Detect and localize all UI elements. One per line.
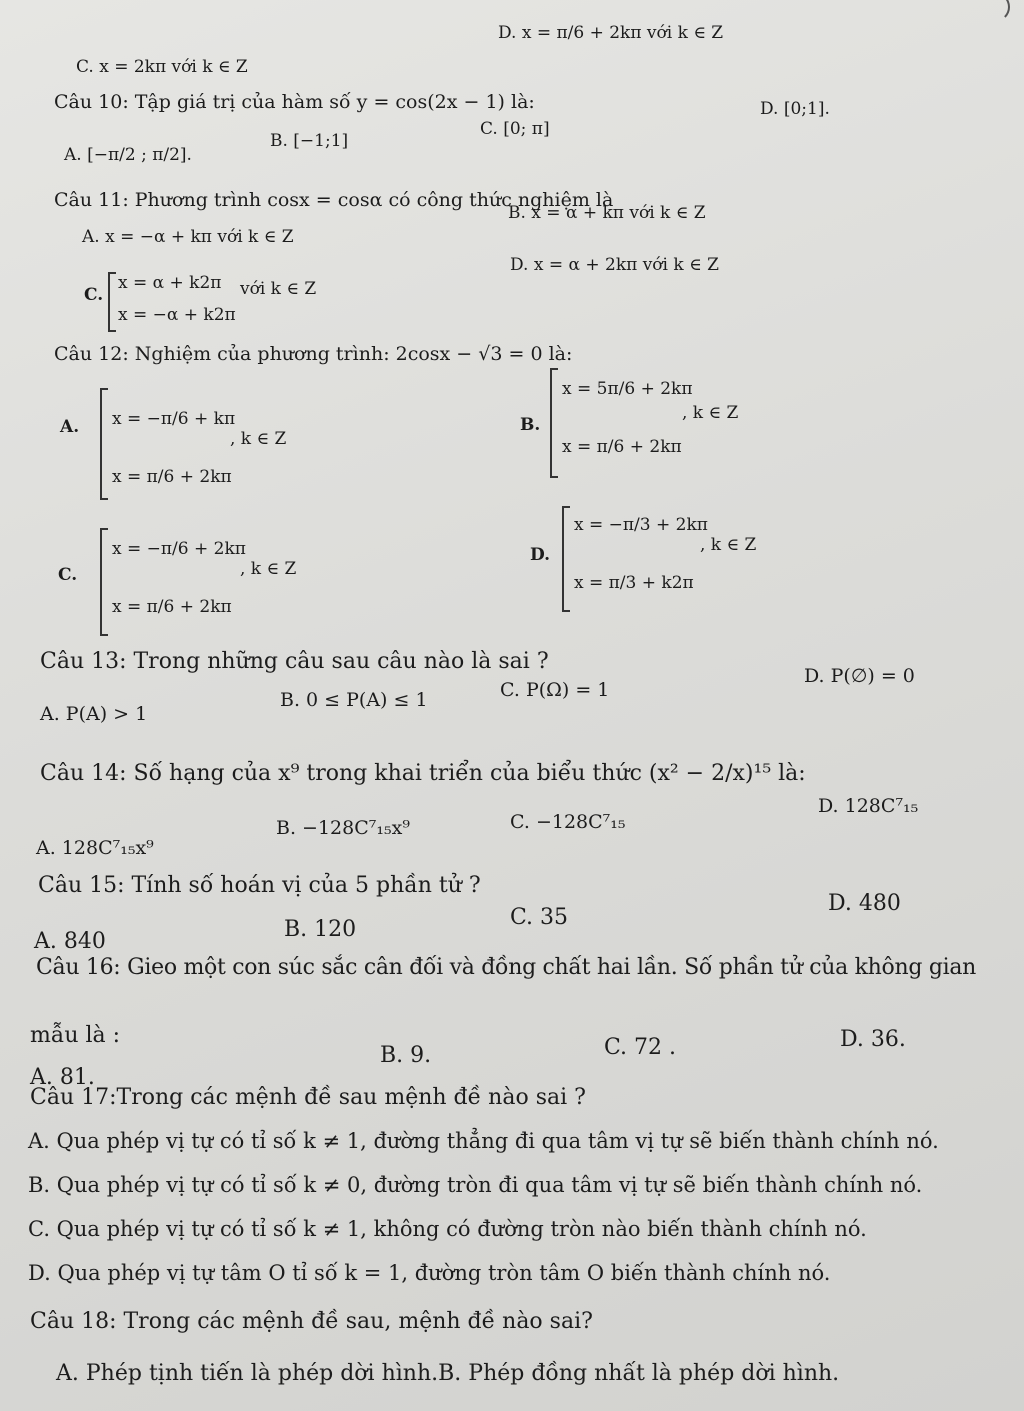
q12-option-a-brace — [100, 388, 108, 500]
q10-option-a: A. [−π/2 ; π/2]. — [64, 145, 192, 165]
q17-option-c: C. Qua phép vị tự có tỉ số k ≠ 1, không có đường tròn nào biến thành chính nó. — [28, 1217, 867, 1241]
q11-option-c-suffix: với k ∈ Z — [240, 279, 317, 299]
q9-option-d: D. x = π/6 + 2kπ với k ∈ Z — [498, 23, 724, 43]
q11-option-c-label: C. — [84, 285, 104, 305]
q14-option-d: D. 128C⁷₁₅ — [818, 795, 919, 817]
q17-option-d: D. Qua phép vị tự tâm O tỉ số k = 1, đường tròn tâm O biến thành chính nó. — [28, 1261, 831, 1285]
q13-option-c: C. P(Ω) = 1 — [500, 679, 610, 701]
q15-option-d: D. 480 — [828, 891, 901, 916]
q17-option-a: A. Qua phép vị tự có tỉ số k ≠ 1, đường thẳng đi qua tâm vị tự sẽ biến thành chính nó. — [28, 1129, 939, 1153]
q11-option-c-line1: x = α + k2π — [118, 273, 222, 293]
q15-option-c: C. 35 — [510, 905, 569, 930]
q12-option-d-line2: x = π/3 + k2π — [574, 573, 694, 593]
q14-stem: Câu 14: Số hạng của x⁹ trong khai triển của biểu thức (x² − 2/x)¹⁵ là: — [40, 761, 806, 786]
q12-option-d-label: D. — [530, 545, 551, 565]
q13-stem: Câu 13: Trong những câu sau câu nào là sai ? — [40, 649, 549, 674]
q15-stem: Câu 15: Tính số hoán vị của 5 phần tử ? — [38, 873, 481, 898]
q14-option-b: B. −128C⁷₁₅x⁹ — [276, 817, 410, 839]
q11-option-c-line2: x = −α + k2π — [118, 305, 236, 325]
q14-option-a: A. 128C⁷₁₅x⁹ — [36, 837, 154, 859]
q12-option-a-line1: x = −π/6 + kπ — [112, 409, 236, 429]
q13-option-a: A. P(A) > 1 — [40, 703, 148, 725]
q12-option-d-suffix: , k ∈ Z — [700, 535, 757, 555]
q18-stem: Câu 18: Trong các mệnh đề sau, mệnh đề nào sai? — [30, 1309, 593, 1334]
q12-option-c-label: C. — [58, 565, 78, 585]
q12-option-b-brace — [550, 368, 558, 478]
q13-option-d: D. P(∅) = 0 — [804, 665, 915, 687]
q10-option-d: D. [0;1]. — [760, 99, 830, 119]
q11-option-d: D. x = α + 2kπ với k ∈ Z — [510, 255, 719, 275]
q16-option-b: B. 9. — [380, 1043, 432, 1068]
q12-option-b-line2: x = π/6 + 2kπ — [562, 437, 682, 457]
q18-options-ab: A. Phép tịnh tiến là phép dời hình.B. Phép đồng nhất là phép dời hình. — [56, 1361, 840, 1386]
q12-option-d-brace — [562, 506, 570, 612]
q12-option-a-line2: x = π/6 + 2kπ — [112, 467, 232, 487]
q12-option-a-suffix: , k ∈ Z — [230, 429, 287, 449]
q10-option-b: B. [−1;1] — [270, 131, 349, 151]
q16-stem-line2: mẫu là : — [30, 1023, 121, 1048]
q12-stem: Câu 12: Nghiệm của phương trình: 2cosx − √3 = 0 là: — [54, 343, 573, 365]
q10-stem: Câu 10: Tập giá trị của hàm số y = cos(2x − 1) là: — [54, 91, 535, 113]
q12-option-c-suffix: , k ∈ Z — [240, 559, 297, 579]
q12-option-c-line2: x = π/6 + 2kπ — [112, 597, 232, 617]
q12-option-d-line1: x = −π/3 + 2kπ — [574, 515, 708, 535]
q12-option-b-line1: x = 5π/6 + 2kπ — [562, 379, 693, 399]
pen-mark-icon — [980, 0, 1010, 22]
q16-stem-line1: Câu 16: Gieo một con súc sắc cân đối và đồng chất hai lần. Số phần tử của không gian — [36, 955, 977, 980]
q11-stem: Câu 11: Phương trình cosx = cosα có công thức nghiệm là — [54, 189, 614, 211]
q9-option-c: C. x = 2kπ với k ∈ Z — [76, 57, 248, 77]
q16-option-a: A. 81. — [30, 1065, 95, 1090]
q12-option-b-label: B. — [520, 415, 541, 435]
q11-option-a: A. x = −α + kπ với k ∈ Z — [82, 227, 294, 247]
q17-stem: Câu 17:Trong các mệnh đề sau mệnh đề nào sai ? — [30, 1085, 586, 1110]
q12-option-c-line1: x = −π/6 + 2kπ — [112, 539, 246, 559]
q15-option-a: A. 840 — [34, 929, 106, 954]
q12-option-a-label: A. — [60, 417, 80, 437]
q15-option-b: B. 120 — [284, 917, 357, 942]
q11-option-b: B. x = α + kπ với k ∈ Z — [508, 203, 706, 223]
q13-option-b: B. 0 ≤ P(A) ≤ 1 — [280, 689, 428, 711]
q11-option-c-brace — [108, 272, 116, 332]
q16-option-c: C. 72 . — [604, 1035, 677, 1060]
q10-option-c: C. [0; π] — [480, 119, 550, 139]
q12-option-c-brace — [100, 528, 108, 636]
q17-option-b: B. Qua phép vị tự có tỉ số k ≠ 0, đường tròn đi qua tâm vị tự sẽ biến thành chính nó. — [28, 1173, 923, 1197]
q16-option-d: D. 36. — [840, 1027, 906, 1052]
q14-option-c: C. −128C⁷₁₅ — [510, 811, 626, 833]
q12-option-b-suffix: , k ∈ Z — [682, 403, 739, 423]
